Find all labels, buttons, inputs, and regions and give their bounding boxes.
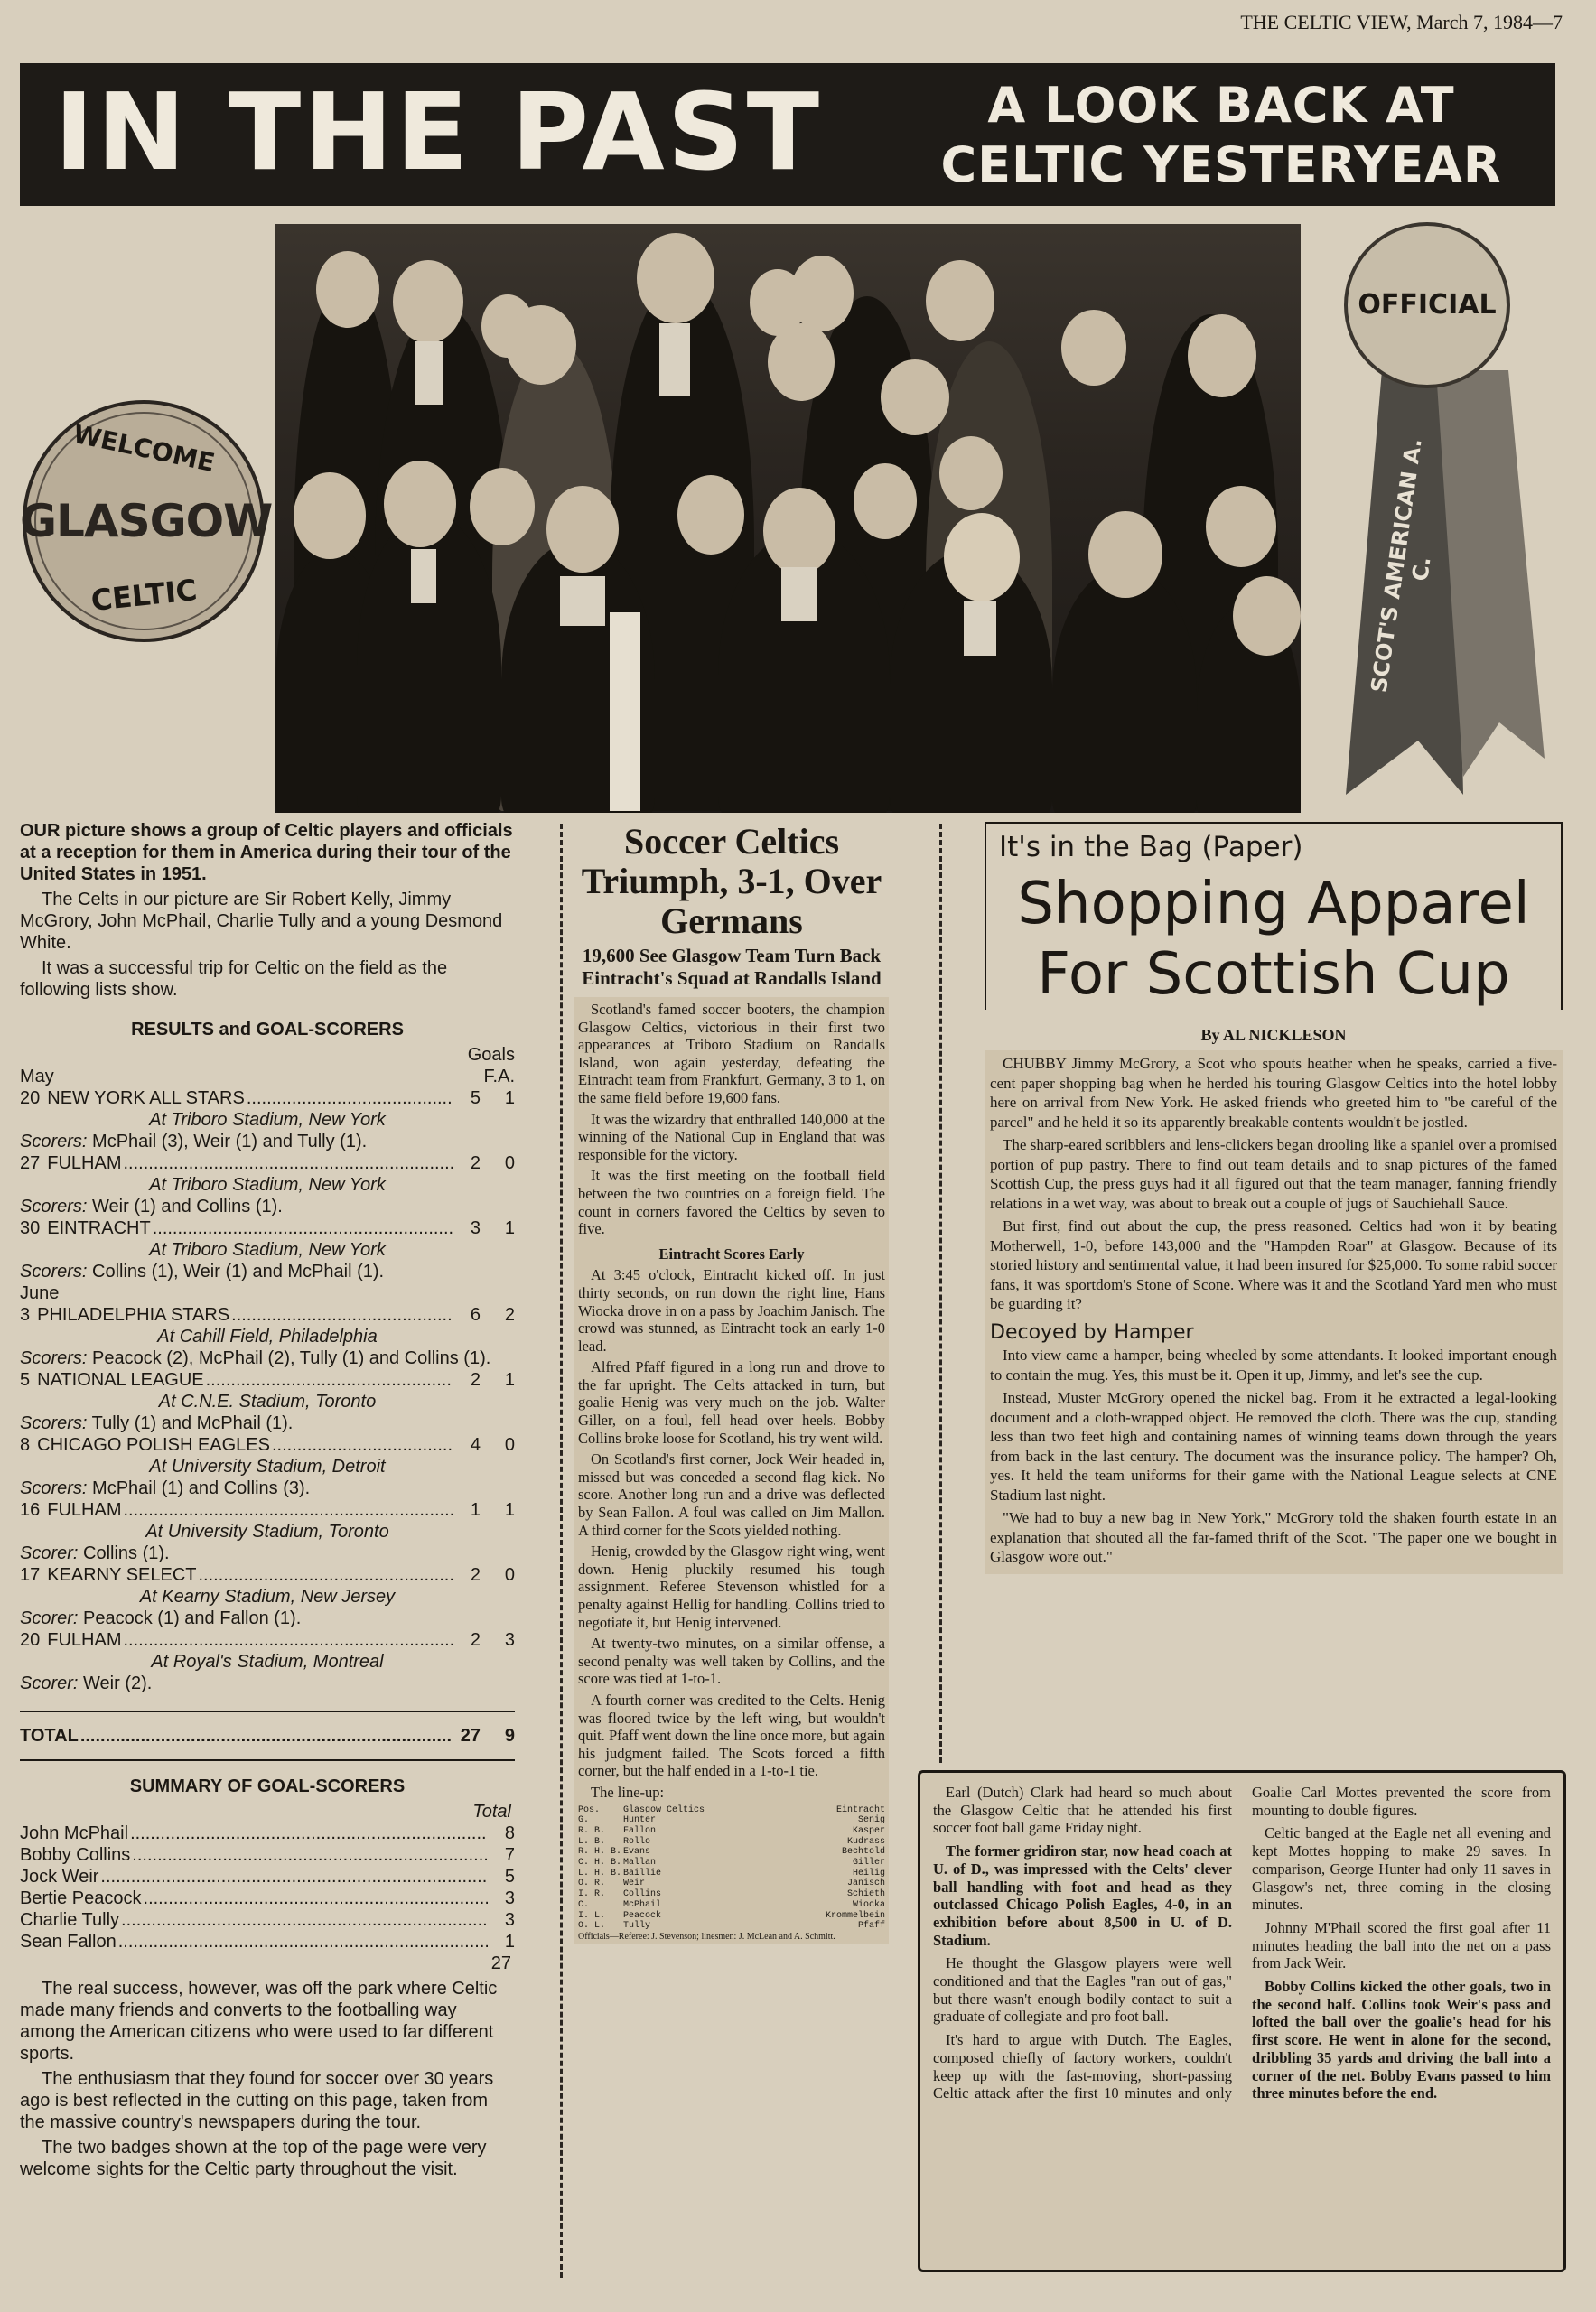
result-scorers <box>20 1543 515 1564</box>
scorers-names: Peacock (1) and Fallon (1). <box>83 1608 302 1628</box>
lineup-eintracht: Pfaff <box>857 1921 885 1932</box>
result-row <box>20 1499 515 1521</box>
result-against: 1 <box>504 1500 515 1520</box>
paragraph: But first, find out about the cup, the press reasoned. Celtics had won it by beating Motherwell, 1-0, before 143,000 and the "Hampden Roar" at Glasgow. Because of its storied history and sentimental value, it had been insured for $25,000. To some rabid soccer fans, it was sportdom's Stone of Scone. Where was it and the Scotland Yard men who must be guarding it? <box>990 1217 1557 1312</box>
lineup-pos: R. H. B. <box>578 1847 622 1858</box>
lineup-eintracht: Kasper <box>852 1825 885 1836</box>
scorers-label: Scorers: <box>20 1478 88 1498</box>
official-badge-label: OFFICIAL <box>1358 289 1497 321</box>
scorers-label: Scorers: <box>20 1262 88 1282</box>
scorers-names: McPhail (1) and Collins (3). <box>92 1478 311 1498</box>
lineup-pos: L. H. B. <box>578 1868 622 1878</box>
summary-row <box>20 1931 515 1953</box>
result-for: 2 <box>470 1565 481 1585</box>
lineup-eintracht: Giller <box>852 1858 885 1869</box>
lineup-pos: Pos. <box>578 1804 601 1815</box>
lineup-eintracht: Senig <box>857 1815 885 1826</box>
lineup-eintracht: Bechtold <box>841 1847 885 1858</box>
clipping-dutch-clark <box>918 1770 1566 2272</box>
headline-box <box>985 822 1563 1010</box>
intro-paragraph-1: The Celts in our picture are Sir Robert Kelly, Jimmy McGrory, John McPhail, Charlie Tully and a young Desmond White. <box>20 890 503 953</box>
scorers-label: Scorer: <box>20 1608 79 1628</box>
lineup-pos: R. B. <box>578 1825 606 1836</box>
lineup-row <box>578 1847 885 1858</box>
lineup-table <box>578 1805 885 1932</box>
result-for: 3 <box>470 1218 481 1238</box>
article-tag: It's in the Bag (Paper) <box>999 831 1303 863</box>
result-row <box>20 1152 515 1174</box>
result-date: 8 <box>20 1435 31 1455</box>
clipping-soccer-celtics <box>574 822 889 1944</box>
result-for: 2 <box>470 1153 481 1173</box>
lineup-row <box>578 1900 885 1911</box>
intro-paragraph-2: It was a successful trip for Celtic on the field as the following lists show. <box>20 958 448 1000</box>
paragraph: Henig, crowded by the Glasgow right wing, went down. Henig pluckily resumed his tough assignment. Referee Stevenson whistled for a penalty against Hellig for handling. Collins tried to negotiate it, but Henig intervened. <box>578 1543 885 1631</box>
month-june: June <box>20 1283 60 1303</box>
official-ribbon-badge <box>1328 217 1563 804</box>
lineup-celtic: Hunter <box>623 1815 657 1826</box>
banner-subtitle-line1: A LOOK BACK AT <box>987 77 1455 134</box>
scorer-goals: 8 <box>504 1823 515 1843</box>
result-scorers <box>20 1347 515 1369</box>
summary-rule <box>20 1759 515 1761</box>
lineup-row <box>578 1837 885 1848</box>
lineup-celtic: Mallan <box>623 1858 657 1869</box>
lineup-celtic: Weir <box>623 1878 646 1889</box>
result-for: 2 <box>470 1370 481 1390</box>
scorer-name: Charlie Tully <box>20 1910 120 1930</box>
banner-title: IN THE PAST <box>54 70 823 194</box>
result-row <box>20 1304 515 1326</box>
scorer-name: Sean Fallon <box>20 1932 117 1952</box>
paragraph: Earl (Dutch) Clark had heard so much about the Glasgow Celtic that he attended his first soccer foot ball game Friday night. <box>933 1784 1232 1837</box>
paragraph: Johnny M'Phail scored the first goal after 11 minutes heading the ball into the net on a pass from Jack Weir. <box>1252 1918 1551 1972</box>
scorers-names: Tully (1) and McPhail (1). <box>91 1413 294 1433</box>
scorer-name: Jock Weir <box>20 1867 99 1887</box>
result-scorers <box>20 1131 515 1152</box>
paragraph: "We had to buy a new bag in New York," McGrory told the shaken fourth estate in an explanation that shouted all the far-famed thrift of the Scot. "The paper one we bought in Glasgow wore out." <box>990 1509 1557 1565</box>
intro-lead: OUR picture shows a group of Celtic players and officials at a reception for them in America during their tour of the United States in 1951. <box>20 821 513 884</box>
lineup-pos: C. <box>578 1899 590 1910</box>
summary-total-label: Total <box>472 1802 511 1822</box>
paragraph: Bobby Collins kicked the other goals, two in the second half. Collins took Weir's pass and lofted the ball over the goalie's head for his first score. He went in alone for the second, dribbling 35 yards and driving the ball into a corner of the net. Bobby Evans passed to him three minutes before the end. <box>1252 1978 1551 2102</box>
result-date: 27 <box>20 1153 41 1173</box>
scorer-goals: 5 <box>504 1867 515 1887</box>
result-team: CHICAGO POLISH EAGLES <box>37 1435 270 1455</box>
summary-row <box>20 1866 515 1888</box>
group-photo <box>275 224 1301 813</box>
result-team: NATIONAL LEAGUE <box>37 1370 204 1390</box>
result-venue: At Triboro Stadium, New York <box>149 1175 386 1195</box>
result-for: 6 <box>470 1305 481 1325</box>
result-against: 3 <box>504 1630 515 1650</box>
paragraph: CHUBBY Jimmy McGrory, a Scot who spouts heather when he speaks, carried a five-cent paper shopping bag when he herded his touring Glasgow Celtics into the hotel lobby here on arrival from New York. He asked friends who greeted him to "be careful of the parcel" and he held it so its apparently breakable contents wouldn't be jostled. <box>990 1055 1557 1131</box>
paragraph: It was the first meeting on the football field between the two countries on a foreign field. The count in corners favored the Celtics by seven to five. <box>578 1167 885 1238</box>
scorers-label: Scorers: <box>20 1197 88 1217</box>
article-headline: Shopping Apparel For Scottish Cup <box>1017 871 1530 1008</box>
result-row <box>20 1087 515 1109</box>
result-venue: At University Stadium, Toronto <box>145 1522 389 1542</box>
article-subhead: Decoyed by Hamper <box>990 1320 1194 1344</box>
banner-subtitle <box>923 76 1519 195</box>
summary-row <box>20 1823 515 1844</box>
scorers-names: Peacock (2), McPhail (2), Tully (1) and Collins (1). <box>92 1348 491 1368</box>
result-team: KEARNY SELECT <box>47 1565 197 1585</box>
paragraph: Celtic banged at the Eagle net all evening and kept Mottes hopping to make 29 saves. In comparison, George Hunter had only 11 saves in Glasgow's net, three coming in the closing minutes. <box>1252 1824 1551 1914</box>
scorer-name: Bobby Collins <box>20 1845 131 1865</box>
result-against: 0 <box>504 1153 515 1173</box>
tour-results-column <box>20 820 515 2184</box>
result-row <box>20 1564 515 1586</box>
result-date: 30 <box>20 1218 41 1238</box>
article-byline: By AL NICKLESON <box>1200 1026 1347 1044</box>
result-against: 1 <box>504 1088 515 1108</box>
result-scorers <box>20 1673 515 1694</box>
clipping-subhead: 19,600 See Glasgow Team Turn Back Eintracht's Squad at Randalls Island <box>582 945 882 989</box>
divider-right <box>939 824 942 1763</box>
lineup-row <box>578 1889 885 1900</box>
total-rule <box>20 1711 515 1712</box>
paragraph: It was the wizardry that enthralled 140,000 at the winning of the National Cup in England that was responsible for the victory. <box>578 1110 885 1163</box>
lineup-pos: I. R. <box>578 1889 606 1900</box>
lineup-row <box>578 1858 885 1869</box>
lineup-celtic: Peacock <box>623 1910 662 1921</box>
result-venue: At Royal's Stadium, Montreal <box>151 1652 384 1672</box>
result-venue: At Cahill Field, Philadelphia <box>157 1327 378 1347</box>
scorers-label: Scorer: <box>20 1543 79 1563</box>
result-against: 0 <box>504 1435 515 1455</box>
clipping-shopping-apparel <box>985 822 1563 1574</box>
scorer-name: Bertie Peacock <box>20 1888 142 1908</box>
result-row <box>20 1217 515 1239</box>
scorers-names: Collins (1). <box>83 1543 170 1563</box>
month-may: May <box>20 1067 54 1086</box>
result-venue: At Triboro Stadium, New York <box>149 1110 386 1130</box>
scorers-names: Collins (1), Weir (1) and McPhail (1). <box>92 1262 385 1282</box>
lineup-officials: Officials—Referee: J. Stevenson; linesmen: J. McLean and A. Schmitt. <box>578 1931 835 1942</box>
clipping-subhead-2: Eintracht Scores Early <box>658 1245 805 1263</box>
result-for: 5 <box>470 1088 481 1108</box>
result-row <box>20 1629 515 1651</box>
lineup-celtic: Fallon <box>623 1825 657 1836</box>
result-against: 2 <box>504 1305 515 1325</box>
scorer-goals: 1 <box>504 1932 515 1952</box>
result-against: 1 <box>504 1218 515 1238</box>
lineup-celtic: Rollo <box>623 1836 651 1847</box>
result-for: 2 <box>470 1630 481 1650</box>
lineup-celtic: Glasgow Celtics <box>623 1804 705 1815</box>
welcome-badge <box>20 397 273 646</box>
welcome-badge-bottom: CELTIC <box>89 572 199 619</box>
paragraph: Instead, Muster McGrory opened the nickel bag. From it he extracted a legal-looking document and a cloth-wrapped object. He removed the cloth. There was the cup, standing less than two feet high and containing names of winning teams down through the years from back in the last century. The document was the insurance policy. The hamper? Oh, yes. It held the team uniforms for their game with the National League selects at CNE Stadium last night. <box>990 1389 1557 1504</box>
lineup-eintracht: Schieth <box>846 1889 885 1900</box>
summary-row <box>20 1888 515 1909</box>
lineup-eintracht: Janisch <box>846 1878 885 1889</box>
lineup-eintracht: Kudrass <box>846 1836 885 1847</box>
outro-paragraph-1: The real success, however, was off the park where Celtic made many friends and converts to the footballing way among the American citizens who were used to far different sports. <box>20 1979 498 2064</box>
lineup-row <box>578 1911 885 1922</box>
paragraph: Scotland's famed soccer booters, the champion Glasgow Celtics, victorious in their first two appearances at Triboro Stadium on Randalls Island, won again yesterday, defeating the Eintracht team from Frankfurt, Germany, 3 to 1, on the same field before 19,600 fans. <box>578 1001 885 1106</box>
goals-header: Goals F.A. <box>467 1045 515 1086</box>
result-against: 0 <box>504 1565 515 1585</box>
paragraph: On Scotland's first corner, Jock Weir headed in, missed but was conceded a second flag kick. No score. Another long run and a drive was deflected by Sean Fallon. A foul was called on Jim Mallon. A third corner for the Scots yielded nothing. <box>578 1450 885 1539</box>
paragraph: The line-up: <box>591 1783 665 1801</box>
result-team: PHILADELPHIA STARS <box>37 1305 230 1325</box>
lineup-eintracht: Krommelbein <box>825 1910 885 1921</box>
result-date: 20 <box>20 1088 41 1108</box>
scorer-name: John McPhail <box>20 1823 129 1843</box>
lineup-row <box>578 1869 885 1879</box>
scorer-goals: 3 <box>504 1888 515 1908</box>
summary-title: SUMMARY OF GOAL-SCORERS <box>129 1776 406 1796</box>
scorers-names: McPhail (3), Weir (1) and Tully (1). <box>92 1132 368 1151</box>
result-team: FULHAM <box>47 1153 122 1173</box>
result-venue: At C.N.E. Stadium, Toronto <box>158 1392 377 1412</box>
result-scorers <box>20 1412 515 1434</box>
lineup-eintracht: Wiocka <box>852 1899 885 1910</box>
lineup-row <box>578 1826 885 1837</box>
result-date: 20 <box>20 1630 41 1650</box>
lineup-celtic: Evans <box>623 1847 651 1858</box>
scorers-label: Scorers: <box>20 1348 88 1368</box>
lineup-eintracht: Heilig <box>852 1868 885 1878</box>
page-folio: THE CELTIC VIEW, March 7, 1984—7 <box>1240 11 1563 33</box>
lineup-celtic: McPhail <box>623 1899 662 1910</box>
results-may <box>20 1087 515 1282</box>
scorers-label: Scorers: <box>20 1132 88 1151</box>
result-team: FULHAM <box>47 1630 122 1650</box>
result-against: 1 <box>504 1370 515 1390</box>
paragraph: A fourth corner was credited to the Celts. Henig was floored twice by the left wing, but wouldn't quit. Pfaff went down the line once more, but again his judgment failed. The Scots forced a fifth corner, but the half ended in a 1-to-1 tie. <box>578 1691 885 1780</box>
result-team: NEW YORK ALL STARS <box>47 1088 245 1108</box>
divider-left <box>560 824 563 2278</box>
result-team: FULHAM <box>47 1500 122 1520</box>
results-header <box>20 1044 515 1087</box>
lineup-celtic: Tully <box>623 1921 651 1932</box>
dutch-clark-body <box>933 1784 1551 2257</box>
paragraph: The former gridiron star, now head coach at U. of D., was impressed with the Celts' clever ball handling with foot and head as they outclassed Chicago Polish Eagles, 4-0, in an exhibition before about 8,500 in U. of D. Stadium. <box>933 1842 1232 1949</box>
result-scorers <box>20 1261 515 1282</box>
scorers-names: Weir (2). <box>83 1673 153 1693</box>
summary-list <box>20 1823 515 1953</box>
outro-paragraph-3: The two badges shown at the top of the page were very welcome sights for the Celtic party throughout the visit. <box>20 2138 487 2179</box>
lineup-pos: G. <box>578 1815 590 1826</box>
scorers-label: Scorers: <box>20 1413 88 1433</box>
paragraph: At twenty-two minutes, on a similar offense, a second penalty was well taken by Collins, and the score was tied at 1-to-1. <box>578 1635 885 1688</box>
section-banner <box>20 63 1555 206</box>
result-date: 5 <box>20 1370 31 1390</box>
lineup-row <box>578 1921 885 1932</box>
lineup-row <box>578 1805 885 1816</box>
lineup-eintracht: Eintracht <box>835 1804 885 1815</box>
lineup-pos: I. L. <box>578 1910 606 1921</box>
paragraph: Alfred Pfaff figured in a long run and drove to the far upright. The Celts attacked in turn, but goalie Henig was very much on the job. Walter Giller, on a foul, fell head over heels. Bobby Collins broke loose for Scotland, his try went wild. <box>578 1358 885 1447</box>
paragraph: Into view came a hamper, being wheeled by some attendants. It looked important enough to contain the mug. Yes, this must be it. Open it up, Jimmy, and let's see the cup. <box>990 1347 1557 1384</box>
result-venue: At University Stadium, Detroit <box>149 1457 386 1477</box>
result-venue: At Triboro Stadium, New York <box>149 1240 386 1260</box>
welcome-badge-top: WELCOME <box>70 418 218 479</box>
lineup-pos: L. B. <box>578 1836 606 1847</box>
results-title: RESULTS and GOAL-SCORERS <box>131 1020 404 1039</box>
lineup-celtic: Collins <box>623 1889 662 1900</box>
summary-row <box>20 1909 515 1931</box>
summary-sum: 27 <box>490 1953 511 1973</box>
lineup-row <box>578 1878 885 1889</box>
scorer-goals: 3 <box>504 1910 515 1930</box>
result-team: EINTRACHT <box>47 1218 151 1238</box>
result-date: 17 <box>20 1565 41 1585</box>
result-row <box>20 1369 515 1391</box>
outro-paragraph-2: The enthusiasm that they found for soccer over 30 years ago is best reflected in the cutting on this page, taken from the massive country's newspapers during the tour. <box>20 2069 494 2132</box>
welcome-badge-mid: GLASGOW <box>20 495 273 547</box>
result-date: 16 <box>20 1500 41 1520</box>
lineup-pos: O. L. <box>578 1921 606 1932</box>
paragraph: The sharp-eared scribblers and lens-clickers began drooling like a spaniel over a promised portion of pup pastry. There to find out team details and to snap pictures of the famed Scottish Cup, the press guys had it all figured out that the team manager, fanning friendly relations in a wet way, was about to break out a couple of jugs of Sauchiehall Sauce. <box>990 1136 1557 1212</box>
paragraph: He thought the Glasgow players were well conditioned and that the Eagles "ran out of gas," but there wasn't enough bodily contact to suit a graduate of collegiate and pro foot ball. <box>933 1954 1232 2026</box>
lineup-row <box>578 1815 885 1826</box>
result-for: 4 <box>470 1435 481 1455</box>
lineup-pos: C. H. B. <box>578 1858 622 1869</box>
summary-row <box>20 1844 515 1866</box>
clipping-body <box>574 997 889 1944</box>
result-scorers <box>20 1608 515 1629</box>
scorer-goals: 7 <box>504 1845 515 1865</box>
lineup-pos: O. R. <box>578 1878 606 1889</box>
lineup-celtic: Baillie <box>623 1868 662 1878</box>
paragraph: It's hard to argue with Dutch. The Eagles, composed chiefly of factory workers, couldn't keep up with the fast-moving, short-passing Celtic attack after the first 10 minutes and only Goalie Carl Mottes prevented the score from mounting to double figures. <box>933 1784 1551 2102</box>
result-date: 3 <box>20 1305 31 1325</box>
result-venue: At Kearny Stadium, New Jersey <box>139 1587 396 1607</box>
scorers-label: Scorer: <box>20 1673 79 1693</box>
result-scorers <box>20 1196 515 1217</box>
ribbon-text: SCOT'S AMERICAN A. C. <box>1366 436 1436 695</box>
article-body <box>985 1050 1563 1574</box>
results-june <box>20 1304 515 1694</box>
clipping-headline: Soccer Celtics Triumph, 3-1, Over Germans <box>581 821 882 941</box>
scorers-names: Weir (1) and Collins (1). <box>92 1197 283 1217</box>
result-scorers <box>20 1478 515 1499</box>
result-row <box>20 1434 515 1456</box>
banner-subtitle-line2: CELTIC YESTERYEAR <box>940 136 1502 193</box>
paragraph: At 3:45 o'clock, Eintracht kicked off. In just thirty seconds, on run down the right line, Hans Wiocka drove in on a pass by Joachim Janisch. The crowd was stunned, as Eintracht took an early 1-0 lead. <box>578 1266 885 1355</box>
result-for: 1 <box>470 1500 481 1520</box>
results-total: TOTAL ..... 27 9 <box>20 1725 515 1747</box>
